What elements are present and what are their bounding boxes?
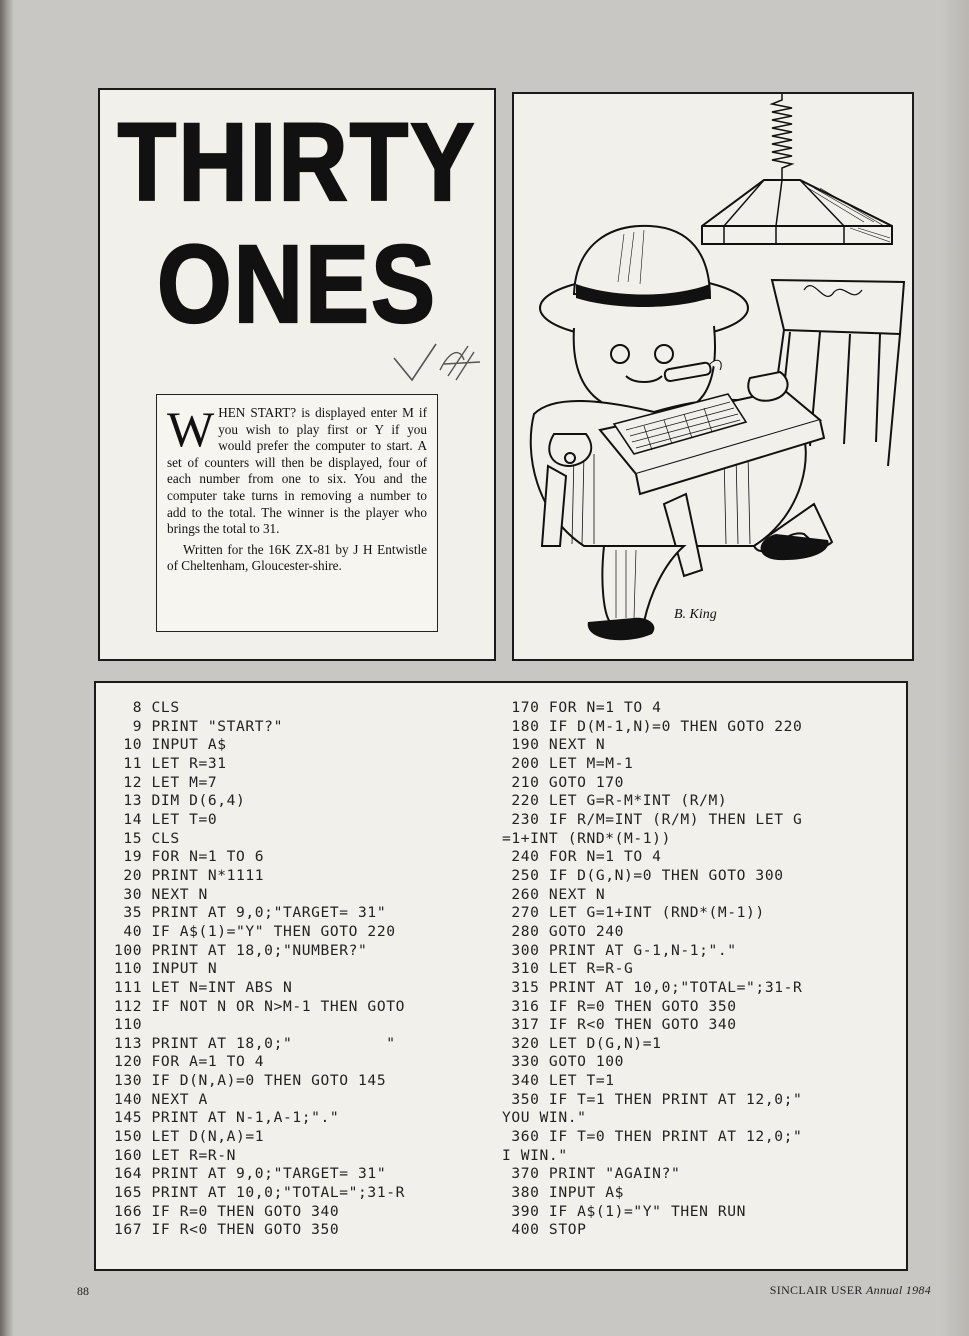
illustration-panel bbox=[512, 92, 914, 661]
code-line: =1+INT (RND*(M-1)) bbox=[502, 829, 671, 847]
code-line: 9 PRINT "START?" bbox=[114, 717, 283, 735]
code-line: 164 PRINT AT 9,0;"TARGET= 31" bbox=[114, 1165, 387, 1183]
code-line: 360 IF T=0 THEN PRINT AT 12,0;" bbox=[502, 1128, 803, 1146]
code-line: 15 CLS bbox=[114, 829, 180, 847]
code-line: 317 IF R<0 THEN GOTO 340 bbox=[502, 1016, 737, 1034]
code-column-right bbox=[502, 699, 802, 1240]
lamp-shade bbox=[702, 180, 892, 244]
code-line: 300 PRINT AT G-1,N-1;"." bbox=[502, 941, 737, 959]
code-line: 8 CLS bbox=[114, 699, 180, 716]
code-line: 350 IF T=1 THEN PRINT AT 12,0;" bbox=[502, 1090, 803, 1108]
code-line: 165 PRINT AT 10,0;"TOTAL=";31-R bbox=[114, 1184, 405, 1202]
intro-box bbox=[156, 394, 438, 632]
code-line: 316 IF R=0 THEN GOTO 350 bbox=[502, 997, 737, 1015]
code-line: 100 PRINT AT 18,0;"NUMBER?" bbox=[114, 941, 368, 959]
page-binding-shadow bbox=[0, 0, 14, 1336]
code-line: 20 PRINT N*1111 bbox=[114, 866, 265, 884]
code-line: 200 LET M=M-1 bbox=[502, 754, 634, 772]
code-line: 250 IF D(G,N)=0 THEN GOTO 300 bbox=[502, 866, 784, 884]
code-line: 240 FOR N=1 TO 4 bbox=[502, 848, 662, 866]
code-line: 110 INPUT N bbox=[114, 960, 218, 978]
code-line: 120 FOR A=1 TO 4 bbox=[114, 1053, 265, 1071]
gangster-cartoon-illustration bbox=[514, 94, 912, 659]
code-line: 35 PRINT AT 9,0;"TARGET= 31" bbox=[114, 904, 387, 922]
code-line: 150 LET D(N,A)=1 bbox=[114, 1128, 265, 1146]
code-line: 230 IF R/M=INT (R/M) THEN LET G bbox=[502, 810, 803, 828]
code-line: I WIN." bbox=[502, 1146, 568, 1164]
code-line: 280 GOTO 240 bbox=[502, 922, 625, 940]
code-line: 260 NEXT N bbox=[502, 885, 606, 903]
title-panel bbox=[98, 88, 496, 661]
code-line: YOU WIN." bbox=[502, 1109, 587, 1127]
code-line: 400 STOP bbox=[502, 1221, 587, 1239]
code-line: 130 IF D(N,A)=0 THEN GOTO 145 bbox=[114, 1072, 387, 1090]
code-line: 140 NEXT A bbox=[114, 1090, 208, 1108]
intro-body: HEN START? is displayed enter M if you wish to play first or Y if you would prefer the computer to start. A set of counters will then be displayed, four of each number from one to six. You and the computer take turns in removing a number to add to the total. The winner is the player who brings the total to 31. bbox=[167, 405, 427, 537]
code-line: 340 LET T=1 bbox=[502, 1072, 615, 1090]
code-line: 145 PRINT AT N-1,A-1;"." bbox=[114, 1109, 340, 1127]
code-line: 220 LET G=R-M*INT (R/M) bbox=[502, 792, 728, 810]
intro-paragraph bbox=[167, 401, 427, 538]
author-credit: Written for the 16K ZX-81 by J H Entwistle of Cheltenham, Gloucester-shire. bbox=[167, 541, 427, 574]
code-line: 320 LET D(G,N)=1 bbox=[502, 1034, 662, 1052]
code-line: 180 IF D(M-1,N)=0 THEN GOTO 220 bbox=[502, 717, 803, 735]
code-line: 30 NEXT N bbox=[114, 885, 208, 903]
article-title-line1: THIRTY bbox=[117, 100, 477, 224]
code-column-left bbox=[114, 699, 405, 1240]
code-line: 111 LET N=INT ABS N bbox=[114, 978, 293, 996]
code-line: 113 PRINT AT 18,0;" " bbox=[114, 1034, 396, 1052]
publication-name: SINCLAIR USER bbox=[769, 1283, 863, 1297]
code-line: 330 GOTO 100 bbox=[502, 1053, 625, 1071]
code-line: 370 PRINT "AGAIN?" bbox=[502, 1165, 681, 1183]
code-line: 110 bbox=[114, 1016, 143, 1034]
publication-footer bbox=[770, 1283, 931, 1298]
code-line: 160 LET R=R-N bbox=[114, 1146, 237, 1164]
page-number: 88 bbox=[77, 1284, 89, 1298]
code-line: 40 IF A$(1)="Y" THEN GOTO 220 bbox=[114, 922, 396, 940]
article-title-line2: ONES bbox=[156, 222, 438, 346]
code-line: 315 PRINT AT 10,0;"TOTAL=";31-R bbox=[502, 978, 803, 996]
code-line: 13 DIM D(6,4) bbox=[114, 792, 246, 810]
page-edge-shadow bbox=[941, 0, 969, 1336]
drop-cap: W bbox=[167, 401, 215, 457]
code-line: 310 LET R=R-G bbox=[502, 960, 634, 978]
code-listing-panel bbox=[94, 681, 908, 1271]
code-line: 11 LET R=31 bbox=[114, 754, 227, 772]
code-line: 390 IF A$(1)="Y" THEN RUN bbox=[502, 1202, 747, 1220]
code-line: 12 LET M=7 bbox=[114, 773, 218, 791]
code-line: 19 FOR N=1 TO 6 bbox=[114, 848, 265, 866]
lamp-spring bbox=[772, 94, 792, 180]
code-line: 112 IF NOT N OR N>M-1 THEN GOTO bbox=[114, 997, 405, 1015]
code-line: 14 LET T=0 bbox=[114, 810, 218, 828]
pencil-tick-mark bbox=[390, 340, 490, 390]
publication-edition: Annual 1984 bbox=[866, 1283, 931, 1297]
code-line: 167 IF R<0 THEN GOTO 350 bbox=[114, 1221, 340, 1239]
code-line: 170 FOR N=1 TO 4 bbox=[502, 699, 662, 716]
code-line: 10 INPUT A$ bbox=[114, 736, 227, 754]
code-line: 270 LET G=1+INT (RND*(M-1)) bbox=[502, 904, 765, 922]
code-line: 190 NEXT N bbox=[502, 736, 606, 754]
code-line: 380 INPUT A$ bbox=[502, 1184, 625, 1202]
code-line: 210 GOTO 170 bbox=[502, 773, 625, 791]
code-line: 166 IF R=0 THEN GOTO 340 bbox=[114, 1202, 340, 1220]
artist-signature: B. King bbox=[674, 607, 717, 622]
